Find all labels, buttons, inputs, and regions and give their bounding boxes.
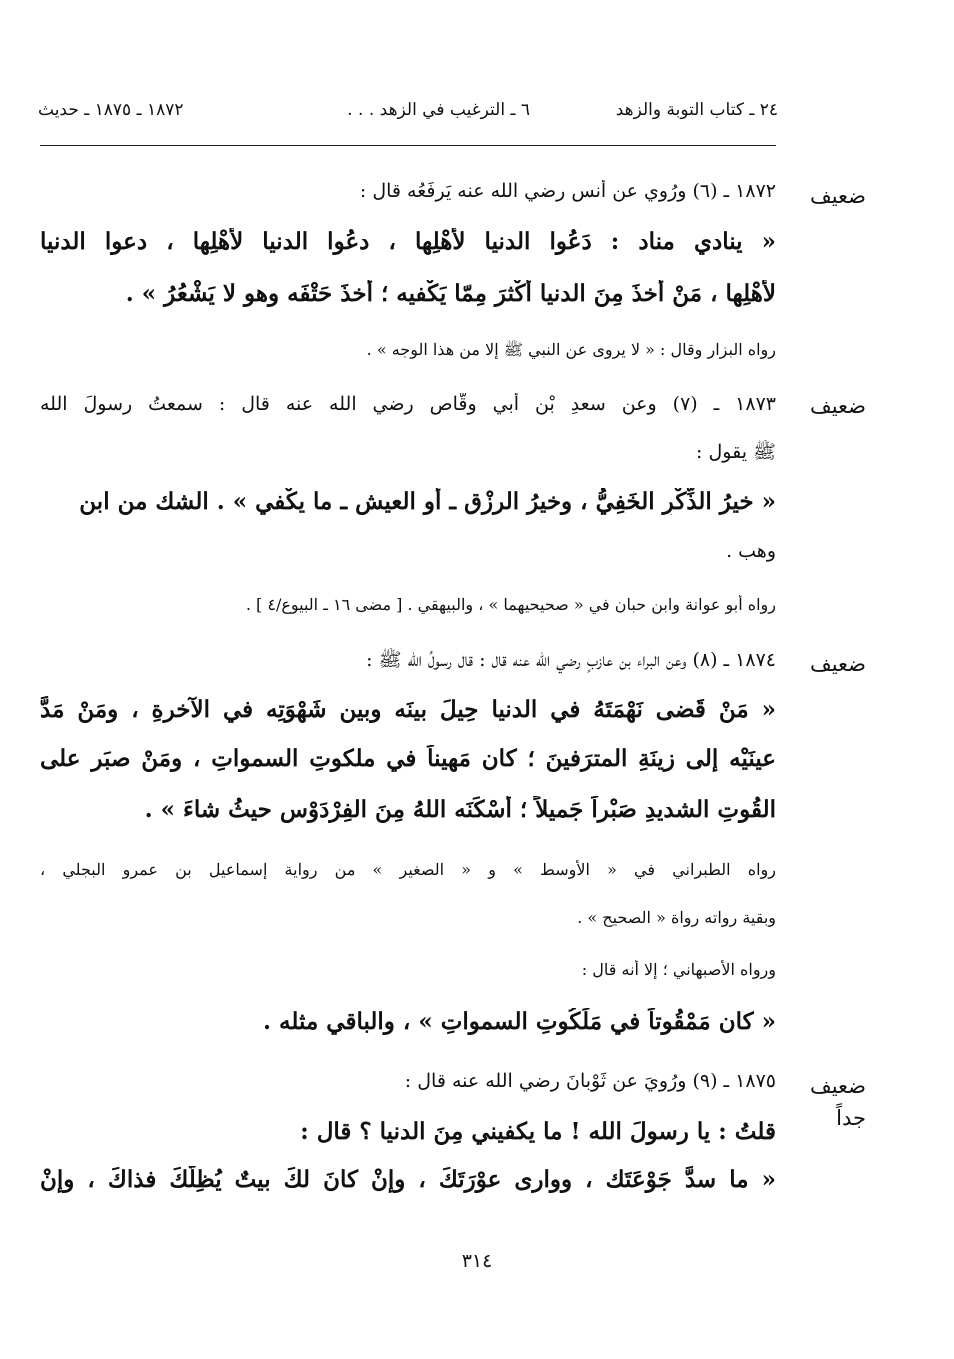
- hadith-text: عينَيْه إلى زينَةِ المترَفينَ ؛ كان مَهيناً في ملكوتِ السمواتِ ، ومَنْ صبَر على: [40, 745, 776, 772]
- page-number: ٣١٤: [461, 1250, 493, 1272]
- hadith-text: « مَنْ قَضى نَهْمَتَهُ في الدنيا حِيلَ بينَه وبين شَهْوَتِه في الآخرةِ ، ومَنْ مَدَّ: [40, 696, 776, 723]
- source-note: وبقية رواته رواة « الصحيح » .: [577, 908, 776, 927]
- grade-label: ضعيف جداً: [809, 1074, 866, 1130]
- grade-label: ضعيف: [809, 184, 866, 208]
- hadith-text: قلتُ : يا رسولَ الله ! ما يكفيني مِنَ الدنيا ؟ قال :: [300, 1118, 776, 1145]
- source-note: رواه البزار وقال : « لا يروى عن النبي ﷺ إلا من هذا الوجه » .: [366, 340, 776, 359]
- hadith-text: « خيرُ الذِّكْرِ الخَفِيُّ ، وخيرُ الرزْقِ ـ أو العيشِ ـ ما يكْفي » . الشك من ابن: [79, 488, 776, 515]
- hadith-intro: ١٨٧٣ ـ (٧) وعن سعدِ بْنِ أبي وقّاصٍ رضي الله عنه قال : سمعتُ رسولَ الله: [40, 393, 776, 415]
- hadith-text: « ما سدَّ جَوْعَتَك ، ووارى عوْرَتَكَ ، وإنْ كانَ لكَ بيتٌ يُظِلُّكَ فذاكَ ، وإنْ: [40, 1166, 776, 1193]
- hadith-text: « ينادي مناد : دَعُوا الدنيا لأَهْلِها ، دعُوا الدنيا لأَهْلِها ، دعوا الدنيا: [40, 228, 776, 255]
- hadith-intro: ١٨٧٤ ـ (٨) وعن البراء بن عازبٍ رضي الله عنه قال : قال رسولُ الله ﷺ :: [366, 649, 776, 671]
- alternate-text: « كان مَمْقُوتاً في مَلَكُوتِ السمواتِ » ، والباقي مثله .: [263, 1008, 776, 1035]
- source-note: ورواه الأصبهاني ؛ إلا أنه قال :: [581, 960, 776, 979]
- hadith-text: لأَهْلِها ، مَنْ أخذَ مِنَ الدنيا أَكْثرَ مِمّا يَكْفيه ؛ أخذَ حَتْفَه وهو لا يَشْعُرُ » .: [125, 280, 776, 307]
- grade-label: ضعيف: [809, 652, 866, 676]
- source-note: رواه الطبراني في « الأوسط » و « الصغير » من رواية إسماعيل بن عمرو البجلي ،: [40, 860, 776, 879]
- header-section: ٦ ـ الترغيب في الزهد . . .: [347, 100, 530, 120]
- hadith-intro: ١٨٧٢ ـ (٦) ورُوي عن أنسٍ رضي الله عنه يَرفَعُه قال :: [359, 180, 776, 202]
- source-note: رواه أبو عوانة وابن حبان في « صحيحيهما » ، والبيهقي . [ مضى ١٦ ـ البيوع/٤ ] .: [245, 595, 776, 614]
- running-header: [38, 100, 778, 130]
- header-rule: [40, 145, 776, 146]
- header-hadith-range: ١٨٧٢ ـ ١٨٧٥ ـ حديث: [38, 100, 184, 120]
- hadith-text: القُوتِ الشديدِ صَبْراً جَميلاً ؛ أَسْكَنَه اللهُ مِنَ الفِرْدَوْسِ حيثُ شاءَ » .: [144, 796, 776, 823]
- header-chapter: ٢٤ ـ كتاب التوبة والزهد: [615, 100, 778, 120]
- hadith-intro: ١٨٧٥ ـ (٩) ورُوِيَ عن ثَوْبانَ رضي الله عنه قال :: [404, 1070, 776, 1092]
- hadith-intro: ﷺ يقول :: [696, 441, 776, 463]
- hadith-text: وهب .: [726, 540, 776, 562]
- grade-label: ضعيف: [809, 394, 866, 418]
